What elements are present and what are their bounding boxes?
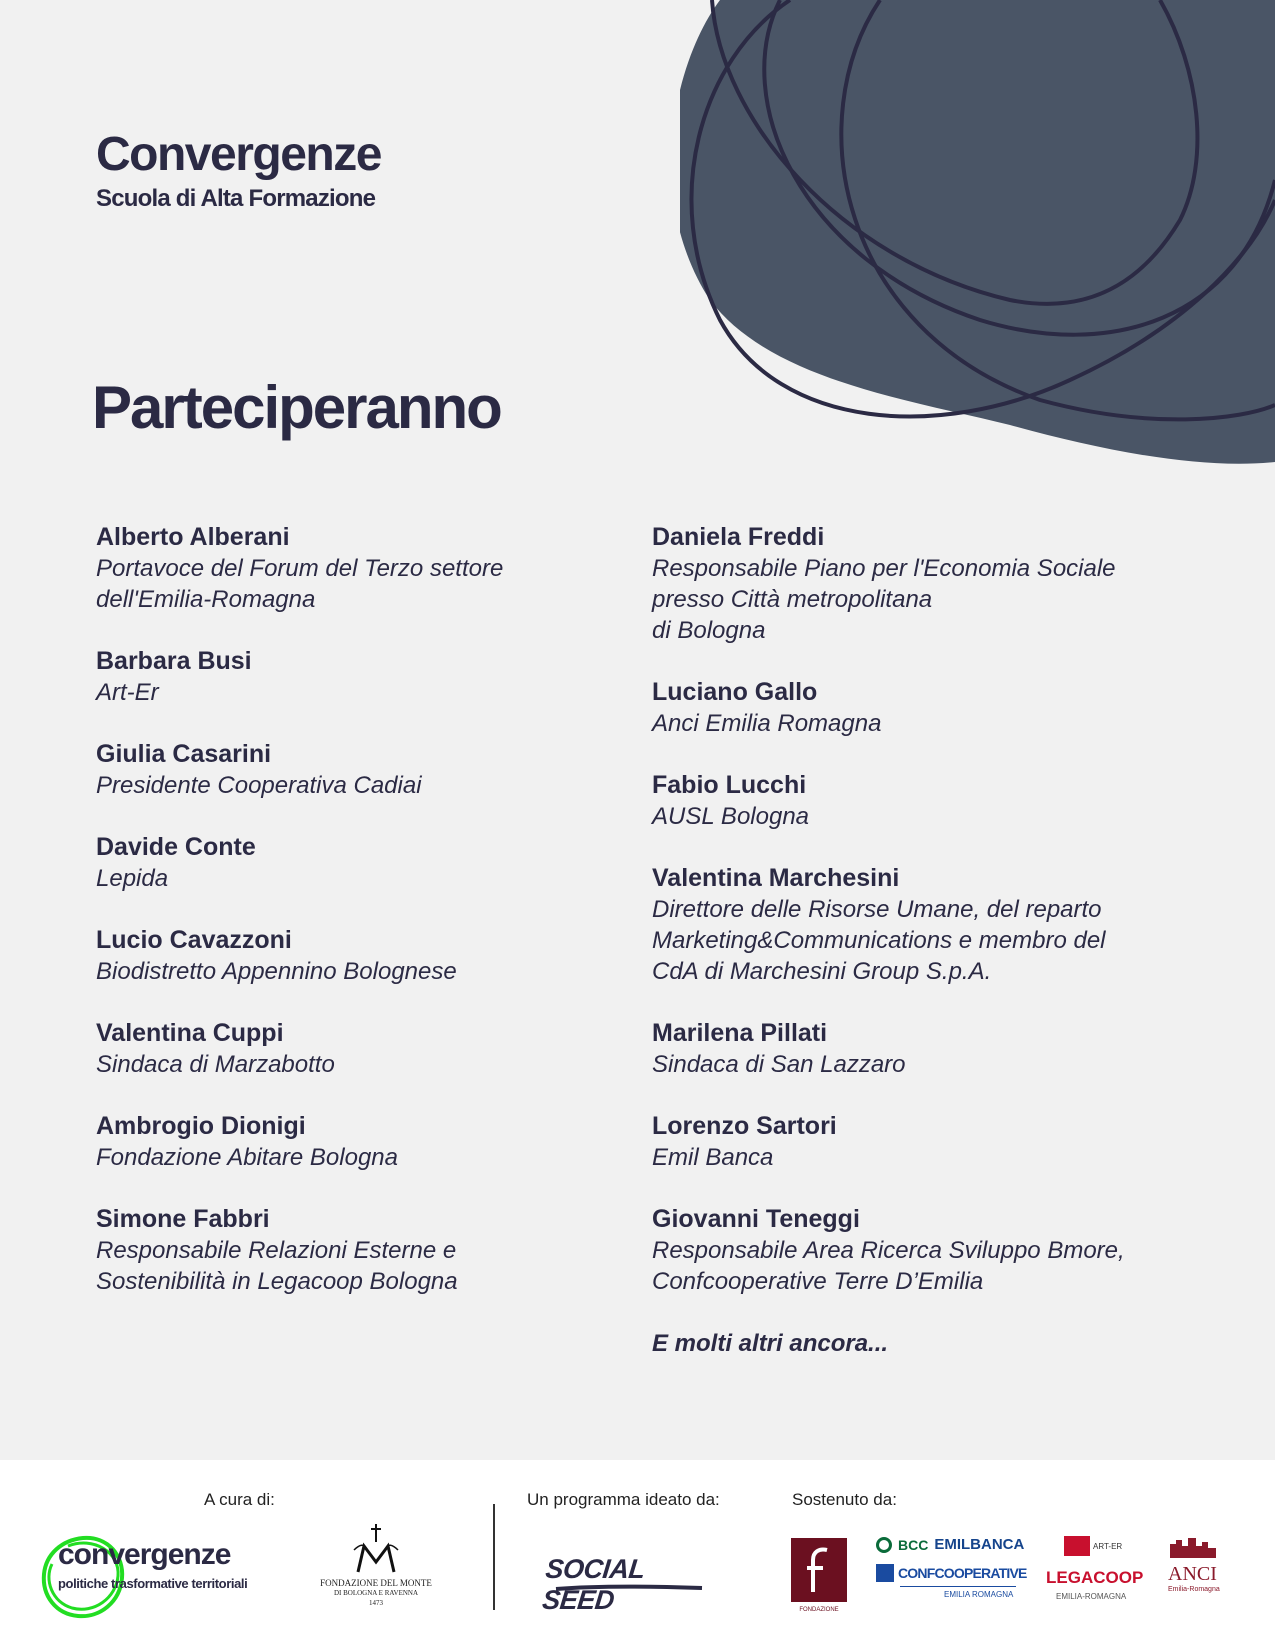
participant-entry (652, 1204, 1212, 1297)
brand-block (96, 126, 381, 214)
emilbanca-label: EMILBANCA (934, 1536, 1025, 1553)
participant-role: Portavoce del Forum del Terzo settore (96, 555, 504, 582)
convergenze-logo (38, 1532, 278, 1622)
participant-role: AUSL Bologna (652, 803, 810, 830)
participant-name: Ambrogio Dionigi (96, 1112, 306, 1140)
bcc-mark-icon (876, 1537, 892, 1553)
fondazione-monte-year: 1473 (369, 1599, 383, 1607)
fondazione-f-mark-icon (791, 1538, 847, 1602)
page-heading: Parteciperanno (92, 374, 501, 441)
footer-divider (493, 1504, 495, 1610)
participants-right-column (652, 522, 1212, 1359)
participant-role: Marketing&Communications e membro del (652, 927, 1106, 954)
sponsor-footer (0, 1460, 1275, 1650)
art-er-logo (1064, 1536, 1122, 1556)
bcc-emilbanca-confcooperative-logos (876, 1536, 1036, 1616)
participant-entry (96, 925, 616, 987)
participant-entry (96, 739, 616, 801)
art-er-label: ART-ER (1093, 1541, 1123, 1551)
anci-region: Emilia-Romagna (1168, 1586, 1220, 1593)
participant-entry (652, 522, 1212, 646)
social-seed-wordmark: SOCIAL SEED (540, 1554, 646, 1615)
fondazione-f-label: FONDAZIONE (799, 1607, 839, 1613)
participant-role: Direttore delle Risorse Umane, del reparto (652, 896, 1102, 923)
participant-role: dell'Emilia-Romagna (96, 586, 316, 613)
participant-name: Marilena Pillati (652, 1019, 828, 1047)
participant-entry (96, 1204, 616, 1297)
confcooperative-label: CONFCOOPERATIVE (898, 1565, 1027, 1581)
participant-role: presso Città metropolitana (652, 586, 933, 613)
participants-left-column (96, 522, 616, 1328)
confcooperative-region: EMILIA ROMAGNA (944, 1590, 1014, 1599)
fondazione-del-monte-logo (314, 1522, 438, 1622)
legacoop-region: EMILIA-ROMAGNA (1056, 1592, 1127, 1601)
participant-entry (652, 770, 1212, 832)
participant-entry (96, 646, 616, 708)
brand-subtitle: Scuola di Alta Formazione (96, 185, 376, 212)
confcooperative-rule (900, 1586, 1016, 1587)
participant-entry (96, 832, 616, 894)
fondazione-monte-name: FONDAZIONE DEL MONTE (320, 1578, 432, 1588)
participant-role: Biodistretto Appennino Bolognese (96, 958, 457, 985)
participant-role: Responsabile Relazioni Esterne e (96, 1237, 457, 1264)
participant-role: Confcooperative Terre D’Emilia (652, 1268, 984, 1295)
participant-role: Responsabile Area Ricerca Sviluppo Bmore, (652, 1237, 1125, 1264)
bcc-label: BCC (898, 1536, 929, 1553)
monte-emblem-icon (352, 1522, 400, 1574)
participant-name: Valentina Marchesini (652, 864, 900, 892)
participant-entry (652, 1111, 1212, 1173)
participant-entry (652, 863, 1212, 987)
program-by-label: Un programma ideato da: (527, 1490, 720, 1509)
participant-role: di Bologna (652, 617, 766, 644)
participant-name: Lorenzo Sartori (652, 1112, 837, 1140)
participant-name: Simone Fabbri (96, 1205, 270, 1233)
participant-entry (652, 1018, 1212, 1080)
participant-name: Barbara Busi (96, 647, 252, 675)
convergenze-logo-tagline: politiche trasformative territoriali (58, 1576, 248, 1591)
participant-role: Sindaca di San Lazzaro (652, 1051, 906, 1078)
participant-name: Fabio Lucchi (652, 771, 807, 799)
participant-entry (96, 1111, 616, 1173)
brush-underline-icon (554, 1584, 704, 1592)
participant-entry (96, 1018, 616, 1080)
anci-towers-icon (1168, 1536, 1218, 1558)
participant-name: Daniela Freddi (652, 523, 825, 551)
brand-title: Convergenze (96, 128, 381, 181)
participant-role: CdA di Marchesini Group S.p.A. (652, 958, 992, 985)
anci-label: ANCI (1168, 1563, 1217, 1585)
participant-role: Lepida (96, 865, 169, 892)
convergenze-logo-word: convergenze (58, 1538, 231, 1571)
confcooperative-mark-icon (876, 1564, 894, 1582)
participant-role: Fondazione Abitare Bologna (96, 1144, 398, 1171)
participant-role: Emil Banca (652, 1144, 774, 1171)
participant-role: Presidente Cooperativa Cadiai (96, 772, 422, 799)
art-er-legacoop-logos (1044, 1536, 1148, 1620)
decorative-blob-graphic (680, 0, 1275, 470)
legacoop-label: LEGACOOP (1046, 1568, 1144, 1587)
participant-name: Luciano Gallo (652, 678, 818, 706)
participant-name: Giovanni Teneggi (652, 1205, 860, 1233)
participant-role: Anci Emilia Romagna (652, 710, 882, 737)
participant-name: Giulia Casarini (96, 740, 272, 768)
participant-name: Valentina Cuppi (96, 1019, 284, 1047)
social-seed-logo (540, 1554, 714, 1615)
participant-name: Lucio Cavazzoni (96, 926, 292, 954)
curated-by-label: A cura di: (204, 1490, 275, 1509)
participant-entry (96, 522, 616, 615)
more-participants-note: E molti altri ancora... (652, 1330, 889, 1357)
fondazione-monte-city: DI BOLOGNA E RAVENNA (333, 1589, 419, 1597)
anci-logo (1168, 1536, 1220, 1606)
participant-name: Alberto Alberani (96, 523, 290, 551)
participant-role: Responsabile Piano per l'Economia Sociale (652, 555, 1116, 582)
participant-role: Art-Er (96, 679, 159, 706)
participant-name: Davide Conte (96, 833, 256, 861)
art-er-mark-icon (1064, 1536, 1090, 1556)
participant-entry (652, 677, 1212, 739)
supported-by-label: Sostenuto da: (792, 1490, 897, 1509)
participant-role: Sostenibilità in Legacoop Bologna (96, 1268, 458, 1295)
fondazione-f-logo (791, 1538, 847, 1613)
participant-role: Sindaca di Marzabotto (96, 1051, 335, 1078)
